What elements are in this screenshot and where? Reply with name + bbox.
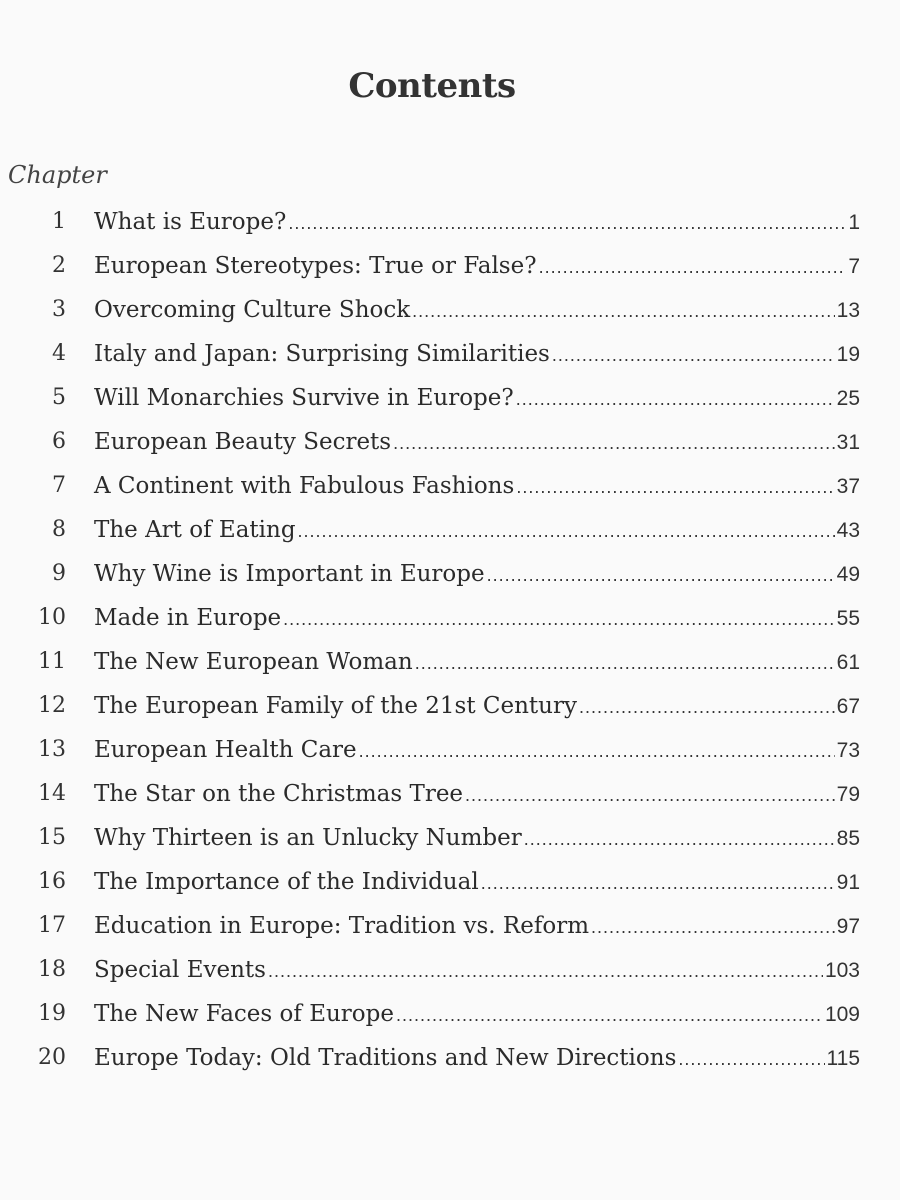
toc-entry <box>0 512 860 548</box>
toc-entry <box>0 732 860 768</box>
toc-entry-line <box>94 600 860 636</box>
chapter-number: 3 <box>52 297 66 322</box>
toc-entry <box>0 204 860 240</box>
chapter-number: 11 <box>38 649 66 674</box>
toc-entry <box>0 292 860 328</box>
chapter-title: Overcoming Culture Shock <box>94 297 411 323</box>
page-number: 55 <box>836 607 860 630</box>
page-number: 103 <box>824 959 860 982</box>
toc-entry <box>0 468 860 504</box>
toc-entry-line <box>94 820 860 856</box>
toc-entry-line <box>94 424 860 460</box>
dot-leader <box>415 645 835 681</box>
dot-leader <box>516 381 835 417</box>
chapter-label: Chapter <box>8 161 107 189</box>
dot-leader <box>412 293 834 329</box>
toc-entry-line <box>94 908 860 944</box>
chapter-number: 6 <box>52 429 66 454</box>
chapter-title: European Stereotypes: True or False? <box>94 253 537 279</box>
page-number: 67 <box>836 695 860 718</box>
toc-entry <box>0 248 860 284</box>
chapter-number: 7 <box>52 473 66 498</box>
chapter-number: 8 <box>52 517 66 542</box>
toc-entry <box>0 600 860 636</box>
chapter-title: The Art of Eating <box>94 517 296 543</box>
dot-leader <box>487 557 835 593</box>
chapter-number: 2 <box>52 253 66 278</box>
toc-entry <box>0 1040 860 1076</box>
page-number: 85 <box>836 827 860 850</box>
page-number: 97 <box>836 915 860 938</box>
dot-leader <box>552 337 835 373</box>
toc-entry <box>0 864 860 900</box>
toc-entry-line <box>94 204 860 240</box>
page-number: 109 <box>824 1003 860 1026</box>
dot-leader <box>268 953 823 989</box>
dot-leader <box>678 1041 824 1077</box>
dot-leader <box>396 997 823 1033</box>
chapter-number: 12 <box>38 693 66 718</box>
chapter-number: 4 <box>52 341 66 366</box>
page-number: 1 <box>848 211 860 234</box>
chapter-number: 10 <box>38 605 66 630</box>
toc-entry-line <box>94 512 860 548</box>
toc-entry-line <box>94 644 860 680</box>
dot-leader <box>465 777 835 813</box>
toc-entry-line <box>94 688 860 724</box>
chapter-number: 20 <box>38 1045 66 1070</box>
dot-leader <box>481 865 835 901</box>
toc-entry-line <box>94 248 860 284</box>
toc-entry <box>0 820 860 856</box>
chapter-title: What is Europe? <box>94 209 287 235</box>
chapter-number: 14 <box>38 781 66 806</box>
toc-entry-line <box>94 380 860 416</box>
dot-leader <box>591 909 835 945</box>
toc-entry-line <box>94 336 860 372</box>
toc-entry <box>0 952 860 988</box>
page-number: 7 <box>848 255 860 278</box>
chapter-title: Will Monarchies Survive in Europe? <box>94 385 514 411</box>
dot-leader <box>283 601 834 637</box>
toc-entry-line <box>94 732 860 768</box>
chapter-number: 13 <box>38 737 66 762</box>
chapter-title: Education in Europe: Tradition vs. Reform <box>94 913 590 939</box>
chapter-title: The Importance of the Individual <box>94 869 479 895</box>
page-number: 49 <box>836 563 860 586</box>
toc-entry-line <box>94 292 860 328</box>
chapter-title: Europe Today: Old Traditions and New Directions <box>94 1045 677 1071</box>
toc-entry-line <box>94 468 860 504</box>
toc-entry <box>0 776 860 812</box>
chapter-title: The New European Woman <box>94 649 413 675</box>
page-number: 73 <box>836 739 860 762</box>
toc-entry <box>0 380 860 416</box>
toc-entry-line <box>94 952 860 988</box>
chapter-number: 16 <box>38 869 66 894</box>
toc-entry <box>0 908 860 944</box>
chapter-title: European Health Care <box>94 737 357 763</box>
page-number: 37 <box>836 475 860 498</box>
dot-leader <box>579 689 835 725</box>
toc-entry-line <box>94 556 860 592</box>
page-number: 13 <box>836 299 860 322</box>
page-number: 19 <box>836 343 860 366</box>
toc-entry <box>0 336 860 372</box>
chapter-title: The Star on the Christmas Tree <box>94 781 464 807</box>
toc-entry-line <box>94 1040 860 1076</box>
chapter-title: A Continent with Fabulous Fashions <box>94 473 515 499</box>
toc-entry <box>0 424 860 460</box>
toc-entry <box>0 688 860 724</box>
toc-entry <box>0 644 860 680</box>
toc-entry-line <box>94 776 860 812</box>
page-number: 61 <box>836 651 860 674</box>
chapter-title: European Beauty Secrets <box>94 429 392 455</box>
page-number: 79 <box>836 783 860 806</box>
dot-leader <box>359 733 835 769</box>
chapter-title: The New Faces of Europe <box>94 1001 394 1027</box>
chapter-number: 9 <box>52 561 66 586</box>
dot-leader <box>516 469 834 505</box>
dot-leader <box>298 513 835 549</box>
chapter-number: 18 <box>38 957 66 982</box>
dot-leader <box>393 425 835 461</box>
chapter-number: 17 <box>38 913 66 938</box>
chapter-number: 1 <box>52 209 66 234</box>
page-number: 91 <box>836 871 860 894</box>
dot-leader <box>288 205 846 241</box>
chapter-title: Italy and Japan: Surprising Similarities <box>94 341 550 367</box>
toc-entry-line <box>94 864 860 900</box>
chapter-title: Made in Europe <box>94 605 282 631</box>
dot-leader <box>524 821 835 857</box>
toc-entry <box>0 556 860 592</box>
chapter-title: The European Family of the 21st Century <box>94 693 577 719</box>
chapter-title: Why Thirteen is an Unlucky Number <box>94 825 522 851</box>
page-number: 115 <box>826 1047 860 1070</box>
chapter-title: Why Wine is Important in Europe <box>94 561 485 587</box>
chapter-number: 5 <box>52 385 66 410</box>
page-title: Contents <box>348 66 516 106</box>
chapter-number: 15 <box>38 825 66 850</box>
toc-entry <box>0 996 860 1032</box>
page-number: 25 <box>836 387 860 410</box>
page-number: 31 <box>836 431 860 454</box>
chapter-title: Special Events <box>94 957 266 983</box>
page-number: 43 <box>836 519 860 542</box>
chapter-number: 19 <box>38 1001 66 1026</box>
toc-entry-line <box>94 996 860 1032</box>
dot-leader <box>539 249 847 285</box>
